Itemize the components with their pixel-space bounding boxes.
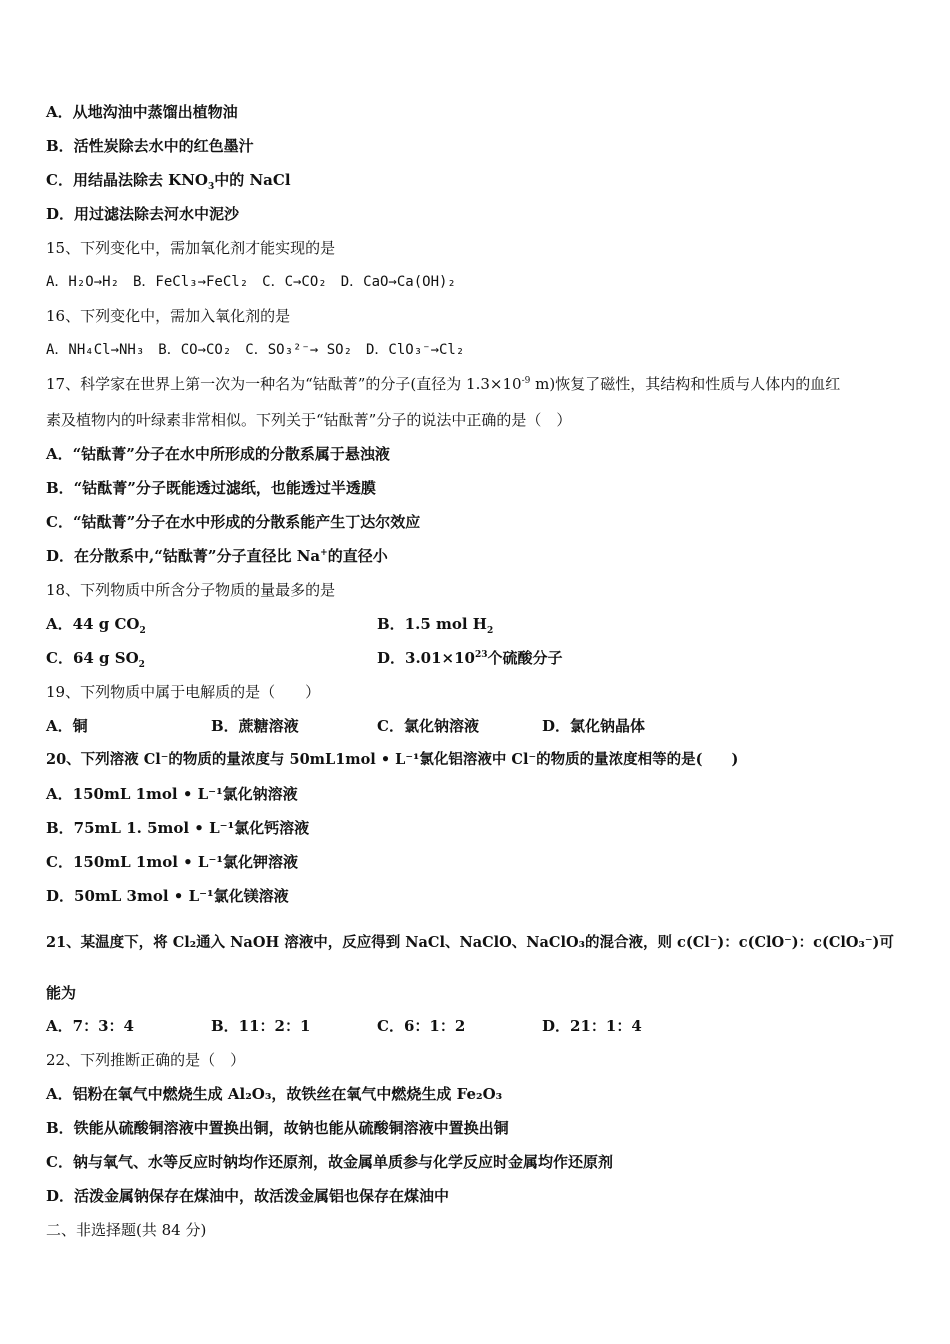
q14-option-c-sub: 3: [207, 182, 215, 192]
q17-stem-line1: [46, 374, 910, 394]
q15-options: A．H₂O→H₂ B．FeCl₃→FeCl₂ C．C→CO₂ D．CaO→Ca(OH)₂: [46, 274, 456, 290]
q19-option-c: C．氯化钠溶液: [377, 717, 479, 735]
q15-stem: 15、下列变化中，需加氧化剂才能实现的是: [46, 239, 336, 257]
q17-stem-sup: -9: [521, 376, 531, 386]
q21-options: [46, 1016, 910, 1036]
q18-option-b-sub: 2: [486, 626, 494, 636]
q14-option-c: [46, 170, 910, 190]
q22-option-a: A．铝粉在氧气中燃烧生成 Al₂O₃，故铁丝在氧气中燃烧生成 Fe₂O₃: [46, 1085, 503, 1103]
q18-stem: 18、下列物质中所含分子物质的量最多的是: [46, 581, 336, 599]
q21-option-d: D．21：1：4: [542, 1017, 642, 1035]
q14-option-c-tail: 中的 NaCl: [214, 171, 291, 189]
q18-option-b: [377, 614, 493, 634]
q21-option-b: B．11：2：1: [211, 1017, 311, 1035]
q17-option-d: [46, 546, 910, 566]
q19-option-b: B．蔗糖溶液: [211, 717, 299, 735]
q18-option-c-text: C．64 g SO: [46, 649, 139, 667]
q17-option-d-text: D．在分散系中,“钴酞菁”分子直径比 Na: [46, 547, 321, 565]
q22-option-c: C．钠与氧气、水等反应时钠均作还原剂，故金属单质参与化学反应时金属均作还原剂: [46, 1153, 613, 1171]
q18-options-row2: [46, 648, 910, 668]
q21-stem-line1: 21、某温度下，将 Cl₂通入 NaOH 溶液中，反应得到 NaCl、NaClO、NaClO₃的混合液，则 c(Cl⁻)：c(ClO⁻)：c(ClO₃⁻)可: [46, 934, 894, 951]
q17-stem-tail: m)恢复了磁性，其结构和性质与人体内的血红: [530, 375, 841, 393]
q22-option-b: B．铁能从硫酸铜溶液中置换出铜，故钠也能从硫酸铜溶液中置换出铜: [46, 1119, 509, 1137]
q16-options: A．NH₄Cl→NH₃ B．CO→CO₂ C．SO₃²⁻→ SO₂ D．ClO₃⁻→Cl₂: [46, 342, 465, 358]
q14-option-c-text: C．用结晶法除去 KNO: [46, 171, 208, 189]
q18-options-row1: [46, 614, 910, 634]
q19-option-d: D．氯化钠晶体: [542, 717, 646, 735]
q18-option-d: [377, 648, 563, 668]
q20-option-b: B．75mL 1. 5mol • L⁻¹氯化钙溶液: [46, 819, 310, 837]
q17-stem-text: 17、科学家在世界上第一次为一种名为“钴酞菁”的分子(直径为 1.3×10: [46, 375, 522, 393]
q20-stem: 20、下列溶液 Cl⁻的物质的量浓度与 50mL1mol • L⁻¹氯化铝溶液中 Cl⁻的物质的量浓度相等的是( ): [46, 751, 739, 768]
q19-stem: 19、下列物质中属于电解质的是（ ）: [46, 683, 321, 701]
q17-stem-line2: 素及植物内的叶绿素非常相似。下列关于“钴酞菁”分子的说法中正确的是（ ）: [46, 411, 572, 429]
q22-option-d: D．活泼金属钠保存在煤油中，故活泼金属铝也保存在煤油中: [46, 1187, 450, 1205]
q18-option-a-sub: 2: [139, 626, 146, 636]
q18-option-b-text: B．1.5 mol H: [377, 615, 487, 633]
q14-option-b: B．活性炭除去水中的红色墨汁: [46, 137, 254, 155]
q20-option-d: D．50mL 3mol • L⁻¹氯化镁溶液: [46, 887, 289, 905]
q21-option-a: A．7：3：4: [46, 1017, 134, 1035]
q19-option-a: A．铜: [46, 717, 88, 735]
q16-stem: 16、下列变化中，需加入氧化剂的是: [46, 307, 291, 325]
q14-option-d: D．用过滤法除去河水中泥沙: [46, 205, 240, 223]
q21-option-c: C．6：1：2: [377, 1017, 466, 1035]
q18-option-a-text: A．44 g CO: [46, 615, 140, 633]
q17-option-b: B．“钴酞菁”分子既能透过滤纸，也能透过半透膜: [46, 479, 376, 497]
q17-option-c: C．“钴酞菁”分子在水中形成的分散系能产生丁达尔效应: [46, 513, 421, 531]
q18-option-c: [46, 649, 145, 670]
q18-option-d-tail: 个硫酸分子: [487, 649, 563, 667]
q22-stem: 22、下列推断正确的是（ ）: [46, 1051, 246, 1069]
q17-option-d-sup: +: [320, 548, 328, 558]
q19-options: [46, 716, 910, 736]
q17-option-d-tail: 的直径小: [327, 547, 388, 565]
q18-option-d-sup: 23: [474, 650, 488, 660]
q17-option-a: A．“钴酞菁”分子在水中所形成的分散系属于悬浊液: [46, 445, 390, 463]
q18-option-d-text: D．3.01×10: [377, 649, 475, 667]
q20-option-c: C．150mL 1mol • L⁻¹氯化钾溶液: [46, 853, 298, 871]
section-title: 二、非选择题(共 84 分): [46, 1221, 207, 1239]
q21-stem-line2: 能为: [46, 984, 77, 1002]
q18-option-a: [46, 615, 146, 636]
q20-option-a: A．150mL 1mol • L⁻¹氯化钠溶液: [46, 785, 298, 803]
q14-option-a: A．从地沟油中蒸馏出植物油: [46, 103, 238, 121]
q18-option-c-sub: 2: [138, 660, 145, 670]
